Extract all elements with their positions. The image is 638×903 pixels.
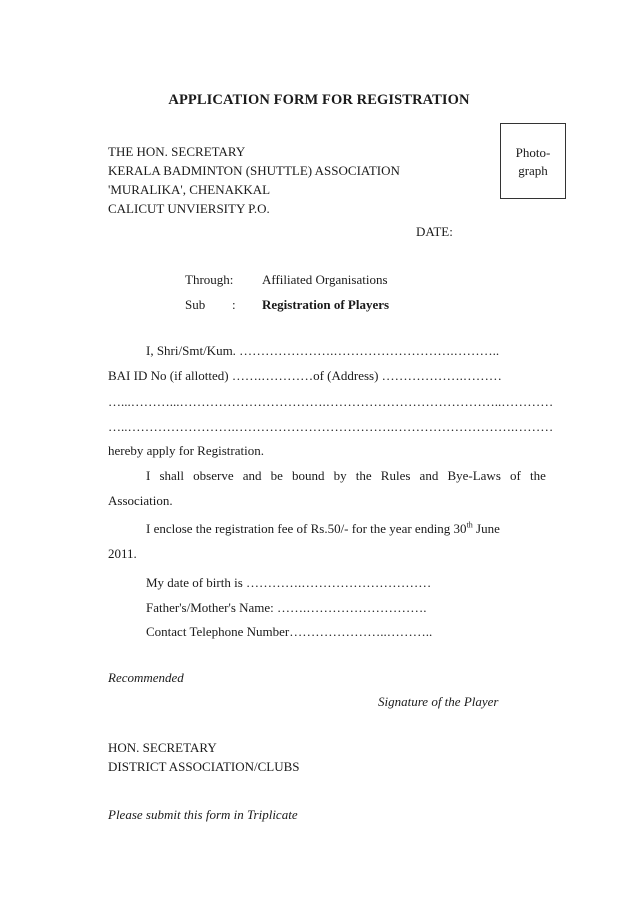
fee-text: I enclose the registration fee of Rs.50/- for the year ending 30 <box>146 521 467 536</box>
observe-word: be <box>270 468 283 483</box>
name-line: I, Shri/Smt/Kum. ………………….……………………….……….. <box>146 343 500 358</box>
recommended-label: Recommended <box>108 670 184 685</box>
parent-name-line: Father's/Mother's Name: …….………………………. <box>146 600 427 615</box>
fee-line <box>146 521 500 537</box>
observe-word: and <box>242 468 262 483</box>
photo-label-line-2: graph <box>518 163 548 178</box>
hon-secretary-label: HON. SECRETARY <box>108 740 217 755</box>
subject-colon: : <box>232 297 236 312</box>
address-line-1: THE HON. SECRETARY <box>108 144 246 159</box>
address-line-3: 'MURALIKA', CHENAKKAL <box>108 182 271 197</box>
observe-line <box>146 468 546 484</box>
observe-word: the <box>355 468 372 483</box>
observe-word: bound <box>292 468 325 483</box>
form-title: APPLICATION FORM FOR REGISTRATION <box>168 92 470 108</box>
through-value: Affiliated Organisations <box>262 272 388 287</box>
association-line: Association. <box>108 493 173 508</box>
triplicate-note: Please submit this form in Triplicate <box>108 807 298 822</box>
observe-word: by <box>333 468 347 483</box>
observe-word: observe <box>193 468 234 483</box>
address-dots-line-2: …..…………………….……………………………….……………………….……… <box>108 419 554 434</box>
player-signature-label: Signature of the Player <box>378 694 499 709</box>
through-label: Through: <box>185 272 234 287</box>
observe-word: Rules <box>380 468 411 483</box>
observe-word: the <box>529 468 546 483</box>
address-line-4: CALICUT UNVIERSITY P.O. <box>108 201 270 216</box>
address-dots-line-1: …...………...…………………………….…………………………………..………… <box>108 394 554 409</box>
observe-word: of <box>510 468 521 483</box>
observe-word: I <box>146 468 151 483</box>
photograph-box <box>500 123 566 199</box>
subject-value: Registration of Players <box>262 297 390 312</box>
district-association-label: DISTRICT ASSOCIATION/CLUBS <box>108 759 300 774</box>
fee-year-line: 2011. <box>108 546 137 561</box>
bai-id-line: BAI ID No (if allotted) …….…………of (Address) ……………….……… <box>108 368 502 383</box>
fee-month: June <box>472 521 500 536</box>
observe-word: Bye-Laws <box>447 468 501 483</box>
apply-line: hereby apply for Registration. <box>108 443 264 458</box>
date-label: DATE: <box>416 224 453 239</box>
date-of-birth-line: My date of birth is ………….………………………… <box>146 575 432 590</box>
observe-word: and <box>419 468 439 483</box>
subject-label: Sub <box>185 297 206 312</box>
contact-phone-line: Contact Telephone Number…………………..……….. <box>146 624 433 639</box>
address-line-2: KERALA BADMINTON (SHUTTLE) ASSOCIATION <box>108 163 400 178</box>
observe-word: shall <box>159 468 185 483</box>
fee-superscript: th <box>466 520 473 530</box>
photo-label-line-1: Photo- <box>515 145 551 160</box>
